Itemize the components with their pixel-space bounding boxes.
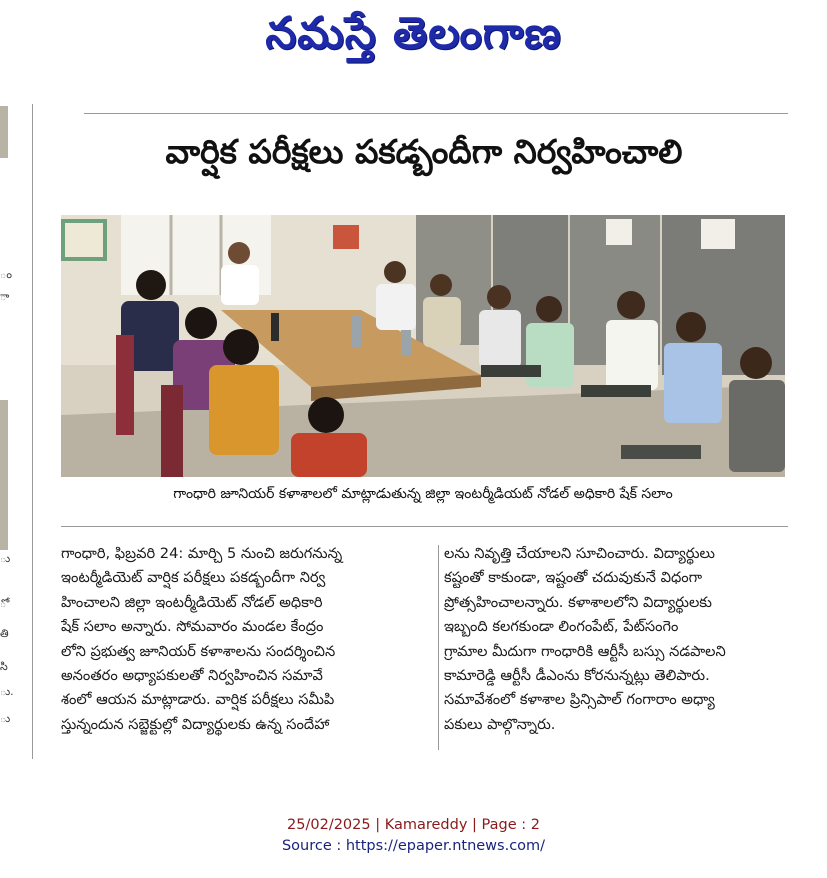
newspaper-logo: నమస్తే తెలంగాణ: [265, 8, 562, 59]
body-line: స్తున్నందున సబ్జెక్టుల్లో విద్యార్థులకు ఉన్న సందేహా: [61, 715, 330, 733]
body-line: ఇంటర్మీడియెట్ వార్షిక పరీక్షలు పకడ్బందీగా నిర్వ: [61, 569, 326, 587]
article-body-column-1: [61, 542, 433, 737]
body-line: హించాలని జిల్లా ఇంటర్మీడియెట్ నోడల్ అధికారి: [61, 593, 323, 611]
body-line: ఇబ్బంది కలగకుండా లింగంపేట్, పేట్‌సంగెం: [444, 618, 679, 636]
body-line: శంలో ఆయన మాట్లాడారు. వార్షిక పరీక్షలు సమీపి: [61, 691, 335, 709]
adjacent-photo-fragment: [0, 106, 8, 158]
article-photo: [61, 215, 785, 477]
article-headline: వార్షిక పరీక్షలు పకడ్బందీగా నిర్వహించాలి: [165, 132, 683, 171]
caption-divider: [61, 526, 788, 527]
column-divider: [438, 545, 439, 750]
adjacent-photo-fragment: [0, 400, 8, 550]
source-link[interactable]: Source : https://epaper.ntnews.com/: [281, 838, 546, 854]
adjacent-text-fragment: ు.: [0, 685, 14, 698]
body-line: లను నివృత్తి చేయాలని సూచించారు. విద్యార్థులు: [444, 545, 715, 562]
body-line: గ్రామాల మీదుగా గాంధారికి ఆర్టీసీ బస్సు నడపాలని: [444, 642, 726, 660]
body-line: గాంధారి, ఫిబ్రవరి 24: మార్చి 5 నుంచి జరుగనున్న: [61, 545, 343, 562]
photo-caption: గాంధారి జూనియర్ కళాశాలలో మాట్లాడుతున్న జిల్లా ఇంటర్మీడియట్ నోడల్ అధికారి షేక్ సలాం: [173, 486, 673, 502]
adjacent-text-fragment: ో: [0, 597, 7, 610]
body-line: పకులు పాల్గొన్నారు.: [444, 715, 556, 733]
adjacent-article-fragment: [0, 100, 14, 740]
adjacent-text-fragment: ం: [0, 268, 12, 281]
meeting-photo-image: [61, 215, 785, 477]
adjacent-text-fragment: తి: [0, 627, 9, 640]
body-line: కష్టంతో కాకుండా, ఇష్టంతో చదువుకునే విధంగా: [444, 569, 703, 587]
top-divider: [84, 113, 788, 114]
adjacent-text-fragment: సి: [0, 660, 8, 673]
body-line: సమావేశంలో కళాశాల ప్రిన్సిపాల్ గంగారాం అధ్యా: [444, 691, 715, 709]
epaper-footer: [0, 815, 827, 857]
adjacent-text-fragment: ు: [0, 552, 11, 565]
body-line: లోని ప్రభుత్వ జూనియర్ కళాశాలను సందర్శించిన: [61, 642, 336, 660]
column-divider-left: [32, 104, 33, 759]
body-line: ప్రోత్సహించాలన్నారు. కళాశాలలోని విద్యార్థులకు: [444, 593, 712, 611]
masthead: [0, 0, 827, 78]
body-line: అనంతరం అధ్యాపకులతో నిర్వహించిన సమావే: [61, 667, 323, 685]
body-line: షేక్ సలాం అన్నారు. సోమవారం మండల కేంద్రం: [61, 618, 324, 636]
body-line: కామారెడ్డి ఆర్టీసీ డీఎంను కోరనున్నట్లు తెలిపారు.: [444, 667, 710, 685]
adjacent-text-fragment: ా: [0, 290, 10, 303]
article-body-column-2: [444, 542, 788, 737]
edition-info: 25/02/2025 | Kamareddy | Page : 2: [287, 817, 540, 833]
adjacent-text-fragment: ు: [0, 712, 11, 725]
